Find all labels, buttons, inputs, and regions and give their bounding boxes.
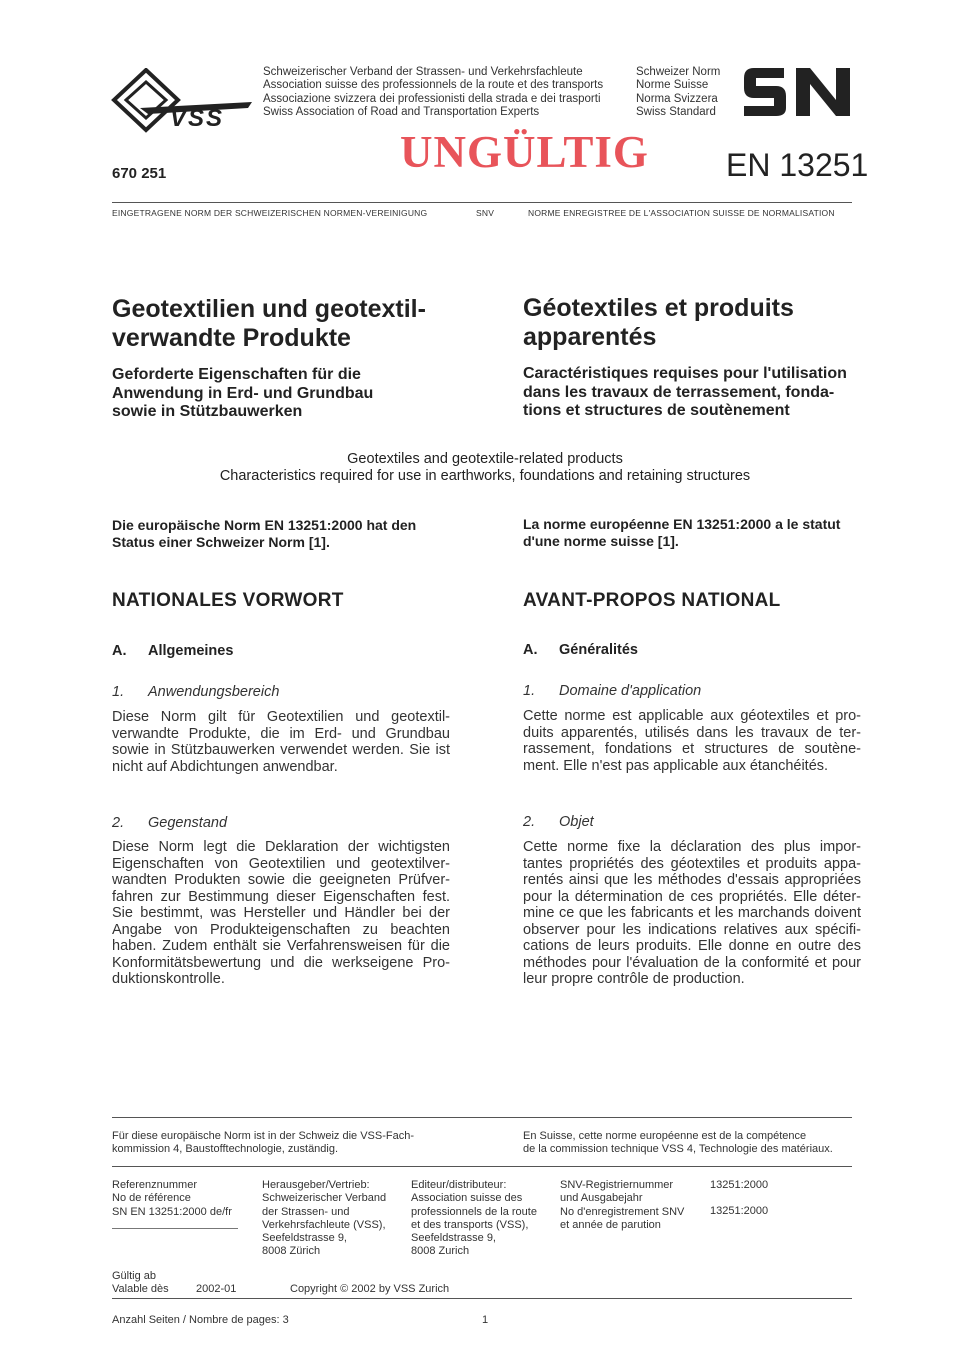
competence-fr-line2: de la commission technique VSS 4, Technologie des matériaux. (523, 1143, 833, 1156)
snv-registration-line2: und Ausgabejahr (560, 1192, 643, 1205)
snv-registration-value-de: 13251:2000 (710, 1179, 769, 1191)
item1-heading-fr (523, 683, 701, 699)
sn-logo (740, 64, 855, 120)
item2-number-fr: 2. (523, 814, 536, 830)
reference-label-de: Referenznummer (112, 1179, 197, 1191)
publisher-fr-line3: professionnels de la route (411, 1205, 537, 1218)
competence-de-line2: kommission 4, Baustofftechnologie, zuständig. (112, 1143, 339, 1156)
item2-label-fr: Objet (559, 814, 594, 830)
item1-text-fr: Cette norme est applicable aux géotextiles et pro-duits apparentés, utilisés dans les travaux de ter-rassement, fondations et structures de soutène-ment. Elle n'est pas applicable aux étanchéités. (523, 708, 861, 774)
reference-block (112, 1179, 232, 1219)
title-fr-line1: Géotextiles et produits (523, 294, 794, 322)
vss-logo (110, 68, 255, 134)
registered-norm-de: EINGETRAGENE NORM DER SCHWEIZERISCHEN NORMEN-VEREINIGUNG (112, 208, 428, 218)
publisher-de (262, 1179, 386, 1259)
copyright: Copyright © 2002 by VSS Zurich (290, 1283, 450, 1295)
valid-from-label-fr: Valable dès (112, 1283, 169, 1296)
publisher-de-line4: Verkehrsfachleute (VSS), (262, 1218, 386, 1231)
title-en (0, 451, 970, 485)
subtitle-fr-line1: Caractéristiques requises pour l'utilisation (523, 365, 847, 382)
subsection-heading-de (112, 643, 233, 659)
subtitle-fr (523, 365, 847, 421)
subtitle-de-line1: Geforderte Eigenschaften für die (112, 366, 361, 383)
item1-label-fr: Domaine d'application (559, 683, 702, 699)
valid-from-labels (112, 1270, 169, 1297)
competence-de (112, 1130, 414, 1157)
footer-top-rule (112, 1117, 852, 1118)
norm-type-de: Schweizer Norm (636, 66, 721, 78)
header-divider (112, 202, 852, 203)
publisher-fr-line4: et des transports (VSS), (411, 1218, 529, 1231)
valid-date: 2002-01 (196, 1283, 237, 1295)
subsection-number-de: A. (112, 643, 127, 659)
norm-type-lines (636, 66, 720, 119)
snv-registration (560, 1179, 684, 1232)
item1-number-fr: 1. (523, 683, 536, 699)
association-names (263, 66, 603, 119)
association-name-it: Associazione svizzera dei professionisti della strada e dei trasporti (263, 92, 601, 105)
norm-type-it: Norma Svizzera (636, 92, 718, 105)
item2-number-de: 2. (112, 815, 125, 831)
title-de-line2: verwandte Produkte (112, 324, 351, 352)
status-de-line1: Die europäische Norm EN 13251:2000 hat den (112, 517, 417, 533)
page-count: Anzahl Seiten / Nombre de pages: 3 (112, 1314, 289, 1326)
vss-logo-graphic (110, 68, 255, 134)
status-de (112, 517, 416, 551)
status-fr (523, 516, 840, 550)
subtitle-de-line2: Anwendung in Erd- und Grundbau (112, 384, 374, 402)
item2-label-de: Gegenstand (148, 815, 228, 831)
subsection-label-de: Allgemeines (148, 643, 234, 659)
item2-text-de: Diese Norm legt die Deklaration der wichtigsten Eigenschaften von Geotextilien und geotextilver-wandten Produkten sowie die geeigneten Prüfver-fahren zur Bestimmung dieser Eigenschaften fest. Sie bestimmt, was Hersteller und Händler bei der Angabe von Produkteigenschaften zu beachten haben. Zudem enthält sie Verfahrensweisen für die Konformitätsbewertung und die werkseigene Pro-duktionskontrolle. (112, 839, 450, 987)
snv-label: SNV (476, 208, 495, 218)
title-de-line1: Geotextilien und geotextil- (112, 295, 426, 323)
snv-registration-line4: et année de parution (560, 1218, 661, 1231)
item1-number-de: 1. (112, 684, 125, 700)
publisher-fr (411, 1179, 537, 1259)
item2-heading-de (112, 815, 227, 831)
reference-value: SN EN 13251:2000 de/fr (112, 1205, 232, 1218)
section-heading-de: NATIONALES VORWORT (112, 590, 344, 611)
competence-fr-line1: En Suisse, cette norme européenne est de la compétence (523, 1130, 807, 1142)
title-fr (523, 294, 794, 352)
sn-logo-graphic (740, 64, 855, 120)
reference-underline (112, 1228, 238, 1229)
status-fr-line1: La norme européenne EN 13251:2000 a le statut (523, 516, 841, 532)
title-en-line1: Geotextiles and geotextile-related products (347, 451, 623, 467)
subsection-label-fr: Généralités (559, 642, 638, 658)
footer-middle-rule (112, 1166, 852, 1167)
publisher-de-line2: Schweizerischer Verband (262, 1192, 387, 1205)
norm-type-fr: Norme Suisse (636, 79, 709, 92)
item2-text-fr: Cette norme fixe la déclaration des plus impor-tantes propriétés des géotextiles et produits appa-rentés ainsi que les méthodes d'essais appropriées pour la détermination de ces propriétés. Elle déter-mine ce que les fabricants et les marchands doivent observer pour les indications relatives aux spécifi-cations de leurs produits. Elle donne en outre des méthodes pour l'évaluation de la conformité et pour leur propre contrôle de production. (523, 839, 861, 987)
document-number: 670 251 (112, 165, 167, 182)
subtitle-de-line3: sowie in Stützbauwerken (112, 403, 303, 420)
association-name-de: Schweizerischer Verband der Strassen- und Verkehrsfachleute (263, 66, 583, 78)
page-number: 1 (482, 1314, 489, 1326)
snv-registration-value-fr: 13251:2000 (710, 1205, 769, 1217)
publisher-fr-line1: Editeur/distributeur: (411, 1179, 507, 1191)
subtitle-fr-line2: dans les travaux de terrassement, fonda- (523, 383, 835, 401)
title-de (112, 295, 426, 353)
publisher-de-line3: der Strassen- und (262, 1205, 350, 1218)
subsection-heading-fr (523, 642, 638, 658)
valid-from-label-de: Gültig ab (112, 1270, 157, 1282)
competence-fr (523, 1130, 833, 1157)
association-name-en: Swiss Association of Road and Transportation Experts (263, 105, 540, 118)
publisher-fr-line5: Seefeldstrasse 9, (411, 1232, 496, 1245)
association-name-fr: Association suisse des professionnels de la route et des transports (263, 79, 604, 92)
item1-heading-de (112, 684, 279, 700)
subsection-number-fr: A. (523, 642, 538, 658)
title-en-line2: Characteristics required for use in earthworks, foundations and retaining structures (219, 468, 751, 484)
status-de-line2: Status einer Schweizer Norm [1]. (112, 534, 330, 550)
snv-registration-line1: SNV-Registriernummer (560, 1179, 674, 1191)
publisher-de-line5: Seefeldstrasse 9, (262, 1232, 347, 1245)
svg-text:VSS: VSS (170, 105, 225, 132)
publisher-de-line6: 8008 Zürich (262, 1245, 321, 1258)
title-fr-line2: apparentés (523, 323, 657, 351)
section-heading-fr: AVANT-PROPOS NATIONAL (523, 590, 781, 611)
footer-bottom-rule (112, 1298, 852, 1299)
invalid-stamp: UNGÜLTIG (400, 127, 649, 177)
norm-type-en: Swiss Standard (636, 105, 716, 118)
registered-norm-fr: NORME ENREGISTREE DE L'ASSOCIATION SUISSE DE NORMALISATION (528, 208, 835, 218)
reference-label-fr: No de référence (112, 1192, 191, 1205)
publisher-de-line1: Herausgeber/Vertrieb: (262, 1179, 370, 1191)
subtitle-de (112, 366, 373, 422)
item1-text-de: Diese Norm gilt für Geotextilien und geotextil-verwandte Produkte, die im Erd- und Grundbau sowie in Stützbauwerken verwendet werden. Sie ist nicht auf Abdichtungen anwendbar. (112, 709, 450, 775)
en-standard-number: EN 13251 (726, 147, 869, 183)
status-fr-line2: d'une norme suisse [1]. (523, 533, 679, 549)
publisher-fr-line6: 8008 Zurich (411, 1245, 470, 1258)
publisher-fr-line2: Association suisse des (411, 1192, 523, 1205)
snv-registration-line3: No d'enregistrement SNV (560, 1205, 685, 1218)
subtitle-fr-line3: tions et structures de soutènement (523, 402, 790, 419)
competence-de-line1: Für diese europäische Norm ist in der Schweiz die VSS-Fach- (112, 1130, 415, 1142)
item2-heading-fr (523, 814, 594, 830)
item1-label-de: Anwendungsbereich (148, 684, 280, 700)
